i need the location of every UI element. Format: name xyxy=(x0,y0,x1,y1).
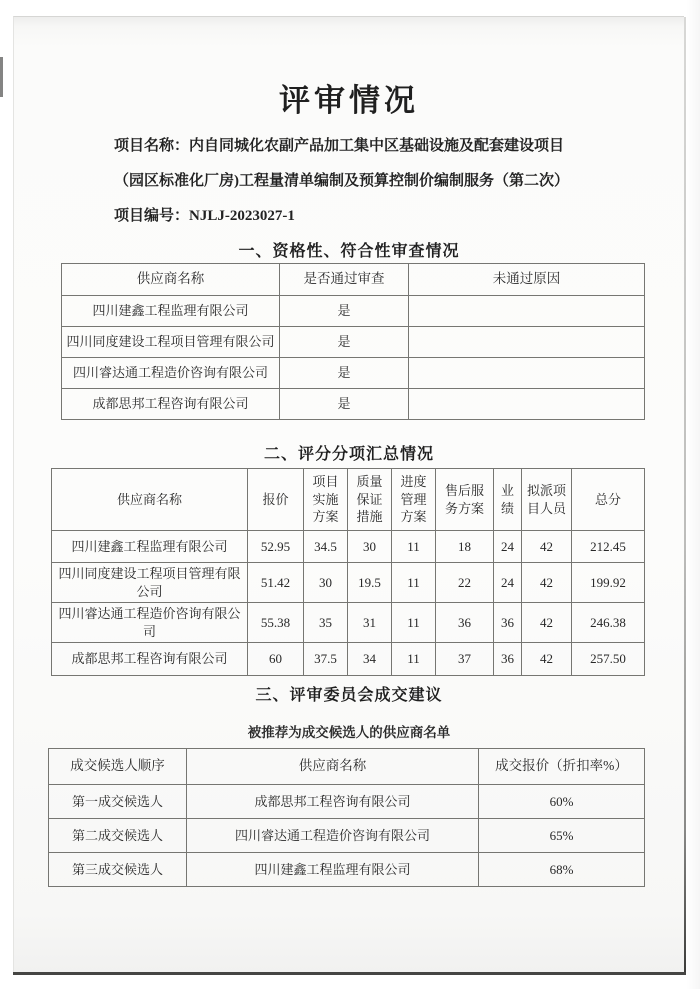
after-sales-score-cell: 36 xyxy=(436,603,494,643)
supplier-name-cell: 四川建鑫工程监理有限公司 xyxy=(187,853,479,887)
scan-artifact-left-mark xyxy=(0,57,3,97)
quality-score-cell: 30 xyxy=(348,531,392,563)
supplier-name-cell: 四川同度建设工程项目管理有限公司 xyxy=(62,327,280,358)
schedule-score-cell: 11 xyxy=(392,643,436,676)
award-recommendation-table xyxy=(48,748,645,887)
after-sales-score-cell: 37 xyxy=(436,643,494,676)
supplier-name-cell: 四川睿达通工程造价咨询有限公司 xyxy=(187,819,479,853)
performance-score-cell: 36 xyxy=(494,603,522,643)
pass-cell: 是 xyxy=(280,358,409,389)
total-score-cell: 246.38 xyxy=(572,603,645,643)
candidate-rank-cell: 第三成交候选人 xyxy=(49,853,187,887)
col-header-award-price: 成交报价（折扣率%） xyxy=(479,749,645,785)
pass-cell: 是 xyxy=(280,389,409,420)
price-score-cell: 55.38 xyxy=(248,603,304,643)
supplier-name-cell: 成都思邦工程咨询有限公司 xyxy=(52,643,248,676)
scan-shadow-right xyxy=(686,0,700,989)
performance-score-cell: 24 xyxy=(494,531,522,563)
project-name-line-2: （园区标准化厂房)工程量清单编制及预算控制价编制服务（第二次） xyxy=(114,173,569,189)
staff-score-cell: 42 xyxy=(522,563,572,603)
supplier-name-cell: 四川建鑫工程监理有限公司 xyxy=(62,296,280,327)
implementation-score-cell: 30 xyxy=(304,563,348,603)
document-page xyxy=(13,16,684,972)
price-score-cell: 52.95 xyxy=(248,531,304,563)
after-sales-score-cell: 18 xyxy=(436,531,494,563)
quality-score-cell: 34 xyxy=(348,643,392,676)
col-header-after-sales: 售后服务方案 xyxy=(436,469,494,531)
section1-heading: 一、资格性、符合性审查情况 xyxy=(238,243,460,260)
table-row xyxy=(49,785,645,819)
section3-heading: 三、评审委员会成交建议 xyxy=(255,687,443,704)
pass-cell: 是 xyxy=(280,327,409,358)
pass-cell: 是 xyxy=(280,296,409,327)
reason-cell xyxy=(409,389,645,420)
total-score-cell: 199.92 xyxy=(572,563,645,603)
col-header-total-score: 总分 xyxy=(572,469,645,531)
implementation-score-cell: 34.5 xyxy=(304,531,348,563)
page-title: 评审情况 xyxy=(279,83,419,118)
table-row xyxy=(62,327,645,358)
table-header-row xyxy=(62,264,645,296)
reason-cell xyxy=(409,358,645,389)
implementation-score-cell: 37.5 xyxy=(304,643,348,676)
reason-cell xyxy=(409,296,645,327)
table-row xyxy=(62,296,645,327)
table-row xyxy=(52,563,645,603)
col-header-implementation-plan: 项目实施方案 xyxy=(304,469,348,531)
table-header-row xyxy=(49,749,645,785)
table-row xyxy=(62,389,645,420)
performance-score-cell: 24 xyxy=(494,563,522,603)
award-price-cell: 65% xyxy=(479,819,645,853)
table-header-row xyxy=(52,469,645,531)
table-row xyxy=(52,643,645,676)
table-row xyxy=(49,819,645,853)
score-summary-table xyxy=(51,468,645,676)
price-score-cell: 51.42 xyxy=(248,563,304,603)
supplier-name-cell: 四川同度建设工程项目管理有限公司 xyxy=(52,563,248,603)
col-header-performance: 业绩 xyxy=(494,469,522,531)
total-score-cell: 257.50 xyxy=(572,643,645,676)
implementation-score-cell: 35 xyxy=(304,603,348,643)
award-price-cell: 68% xyxy=(479,853,645,887)
supplier-name-cell: 四川建鑫工程监理有限公司 xyxy=(52,531,248,563)
col-header-supplier-name: 供应商名称 xyxy=(52,469,248,531)
col-header-candidate-rank: 成交候选人顺序 xyxy=(49,749,187,785)
section2-heading: 二、评分分项汇总情况 xyxy=(263,446,434,463)
table-row xyxy=(52,531,645,563)
qualification-review-table xyxy=(61,263,645,420)
supplier-name-cell: 成都思邦工程咨询有限公司 xyxy=(62,389,280,420)
col-header-price: 报价 xyxy=(248,469,304,531)
project-info-block xyxy=(114,129,654,234)
staff-score-cell: 42 xyxy=(522,643,572,676)
performance-score-cell: 36 xyxy=(494,643,522,676)
project-name-line-1: 项目名称：内自同城化农副产品加工集中区基础设施及配套建设项目 xyxy=(114,138,565,154)
table-row xyxy=(62,358,645,389)
schedule-score-cell: 11 xyxy=(392,563,436,603)
reason-cell xyxy=(409,327,645,358)
supplier-name-cell: 四川睿达通工程造价咨询有限公司 xyxy=(52,603,248,643)
col-header-supplier-name: 供应商名称 xyxy=(62,264,280,296)
after-sales-score-cell: 22 xyxy=(436,563,494,603)
page-right-edge-shadow xyxy=(684,17,686,972)
staff-score-cell: 42 xyxy=(522,603,572,643)
supplier-name-cell: 四川睿达通工程造价咨询有限公司 xyxy=(62,358,280,389)
award-candidates-subtitle: 被推荐为成交候选人的供应商名单 xyxy=(247,725,451,740)
col-header-pass-review: 是否通过审查 xyxy=(280,264,409,296)
award-price-cell: 60% xyxy=(479,785,645,819)
quality-score-cell: 31 xyxy=(348,603,392,643)
candidate-rank-cell: 第一成交候选人 xyxy=(49,785,187,819)
price-score-cell: 60 xyxy=(248,643,304,676)
candidate-rank-cell: 第二成交候选人 xyxy=(49,819,187,853)
quality-score-cell: 19.5 xyxy=(348,563,392,603)
col-header-assigned-staff: 拟派项目人员 xyxy=(522,469,572,531)
col-header-quality-assurance: 质量保证措施 xyxy=(348,469,392,531)
schedule-score-cell: 11 xyxy=(392,531,436,563)
table-row xyxy=(52,603,645,643)
staff-score-cell: 42 xyxy=(522,531,572,563)
col-header-schedule-plan: 进度管理方案 xyxy=(392,469,436,531)
col-header-supplier-name: 供应商名称 xyxy=(187,749,479,785)
total-score-cell: 212.45 xyxy=(572,531,645,563)
table-row xyxy=(49,853,645,887)
supplier-name-cell: 成都思邦工程咨询有限公司 xyxy=(187,785,479,819)
col-header-fail-reason: 未通过原因 xyxy=(409,264,645,296)
project-code-line: 项目编号：NJLJ-2023027-1 xyxy=(114,208,295,224)
page-bottom-edge-shadow xyxy=(13,972,686,975)
schedule-score-cell: 11 xyxy=(392,603,436,643)
